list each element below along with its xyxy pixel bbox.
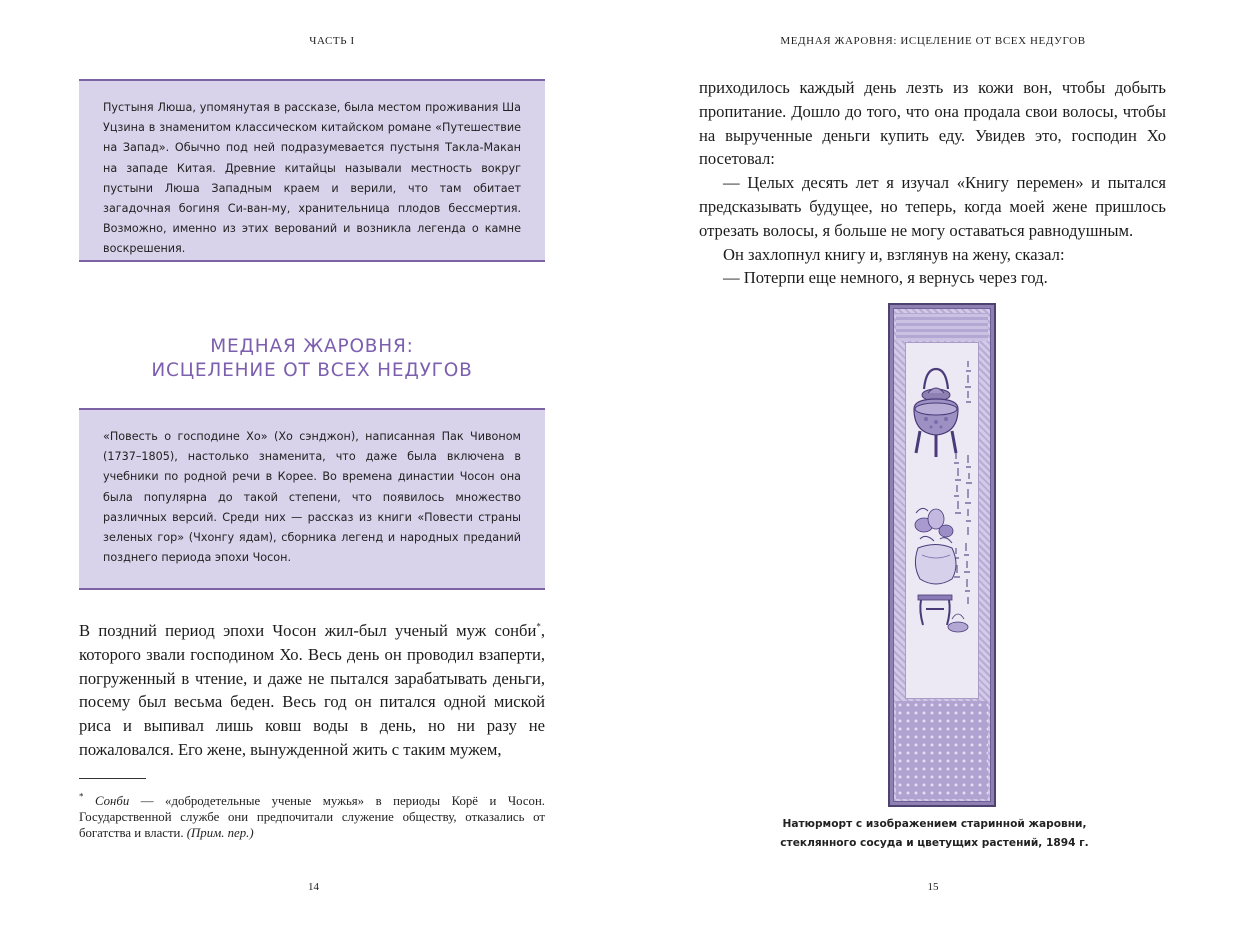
footnote [79, 793, 545, 841]
footnote-reference[interactable]: * [536, 621, 541, 632]
sidebar-note-lusha [79, 79, 545, 262]
scroll-top-band [896, 313, 988, 341]
section-title [79, 335, 545, 383]
footnote-mark: * [79, 791, 84, 802]
paragraph: Он захлопнул книгу и, взглянув на жену, сказал: [723, 244, 1065, 264]
sidebar-note-ho-story [79, 408, 545, 590]
sidebar-note-ho-story-text: «Повесть о господине Хо» (Хо сэнджон), написанная Пак Чивоном (1737–1805), настолько знаменита, что даже была включена в учебники по родной речи в Корее. Во времена династии Чосон она была популярна до такой степени, что появилось множество различных версий. Среди них — рассказ из книги «Повести страны зеленых гор» (Чхонгу ядам), сборника легенд и народных преданий позднего периода эпохи Чосон. [103, 430, 521, 565]
paragraph: приходилось каждый день лезть из кожи вон, чтобы добыть пропитание. Дошло до того, что она продала свои волосы, чтобы на вырученные деньги купить еду. Увидев это, господин Хо посетовал: [699, 78, 1166, 169]
figure-caption-line1: Натюрморт с изображением старинной жаровни, [782, 818, 1087, 830]
footnote-translator-note: (Прим. пер.) [186, 826, 254, 840]
figure-caption-line2: стеклянного сосуда и цветущих растений, 1894 г. [780, 837, 1089, 849]
scroll-painting-image [888, 303, 996, 807]
section-title-line1: МЕДНАЯ ЖАРОВНЯ: [210, 336, 414, 357]
paragraph: — Потерпи еще немного, я вернусь через год. [723, 268, 1048, 288]
body-text-left-part2: , которого звали господином Хо. Весь день он проводил взаперти, погруженный в чтение, и даже не пытался зарабатывать деньги, посему был весьма беден. Весь год он питался одной миской риса и выпивал лишь ковш воды в день, но ни разу не пожаловался. Его жене, вынужденной жить с таким мужем, [79, 621, 545, 759]
footnote-term: Сонби [95, 794, 130, 808]
scroll-bottom-band [896, 701, 988, 799]
brazier-vase-flowers-illustration [906, 343, 982, 696]
page-number-right: 15 [927, 881, 939, 893]
paragraph: — Целых десять лет я изучал «Книгу перемен» и пытался предсказывать будущее, но теперь, когда моей жене пришлось отрезать волосы, я больше не могу оставаться равнодушным. [699, 173, 1166, 240]
page-number-left: 14 [308, 881, 319, 893]
body-text-right [699, 76, 1166, 290]
still-life-painting [905, 342, 979, 699]
right-page [623, 0, 1246, 929]
footnote-text: — «добродетельные ученые мужья» в периоды Корё и Чосон. Государственной службе они предпочитали служение обществу, отказались от богатства и власти. [79, 794, 545, 840]
body-text-left [79, 619, 545, 762]
body-text-left-part1: В поздний период эпохи Чосон жил-был ученый муж сонби [79, 621, 537, 640]
sidebar-note-lusha-text: Пустыня Люша, упомянутая в рассказе, была местом проживания Ша Уцзина в знаменитом классическом китайском романе «Путешествие на Запад». Обычно под ней подразумевается пустыня Такла-Макан на западе Китая. Древние китайцы называли местность вокруг пустыни Люша Западным краем и верили, что там обитает загадочная богиня Си-ван-му, хранительница плодов бессмертия. Возможно, именно из этих верований и возникла легенда о камне воскрешения. [103, 101, 521, 256]
footnote-divider [79, 778, 146, 779]
running-head-left: ЧАСТЬ I [309, 35, 355, 47]
figure-caption [623, 815, 1246, 853]
running-head-right: МЕДНАЯ ЖАРОВНЯ: ИСЦЕЛЕНИЕ ОТ ВСЕХ НЕДУГОВ [780, 35, 1086, 47]
section-title-line2: ИСЦЕЛЕНИЕ ОТ ВСЕХ НЕДУГОВ [151, 360, 473, 381]
